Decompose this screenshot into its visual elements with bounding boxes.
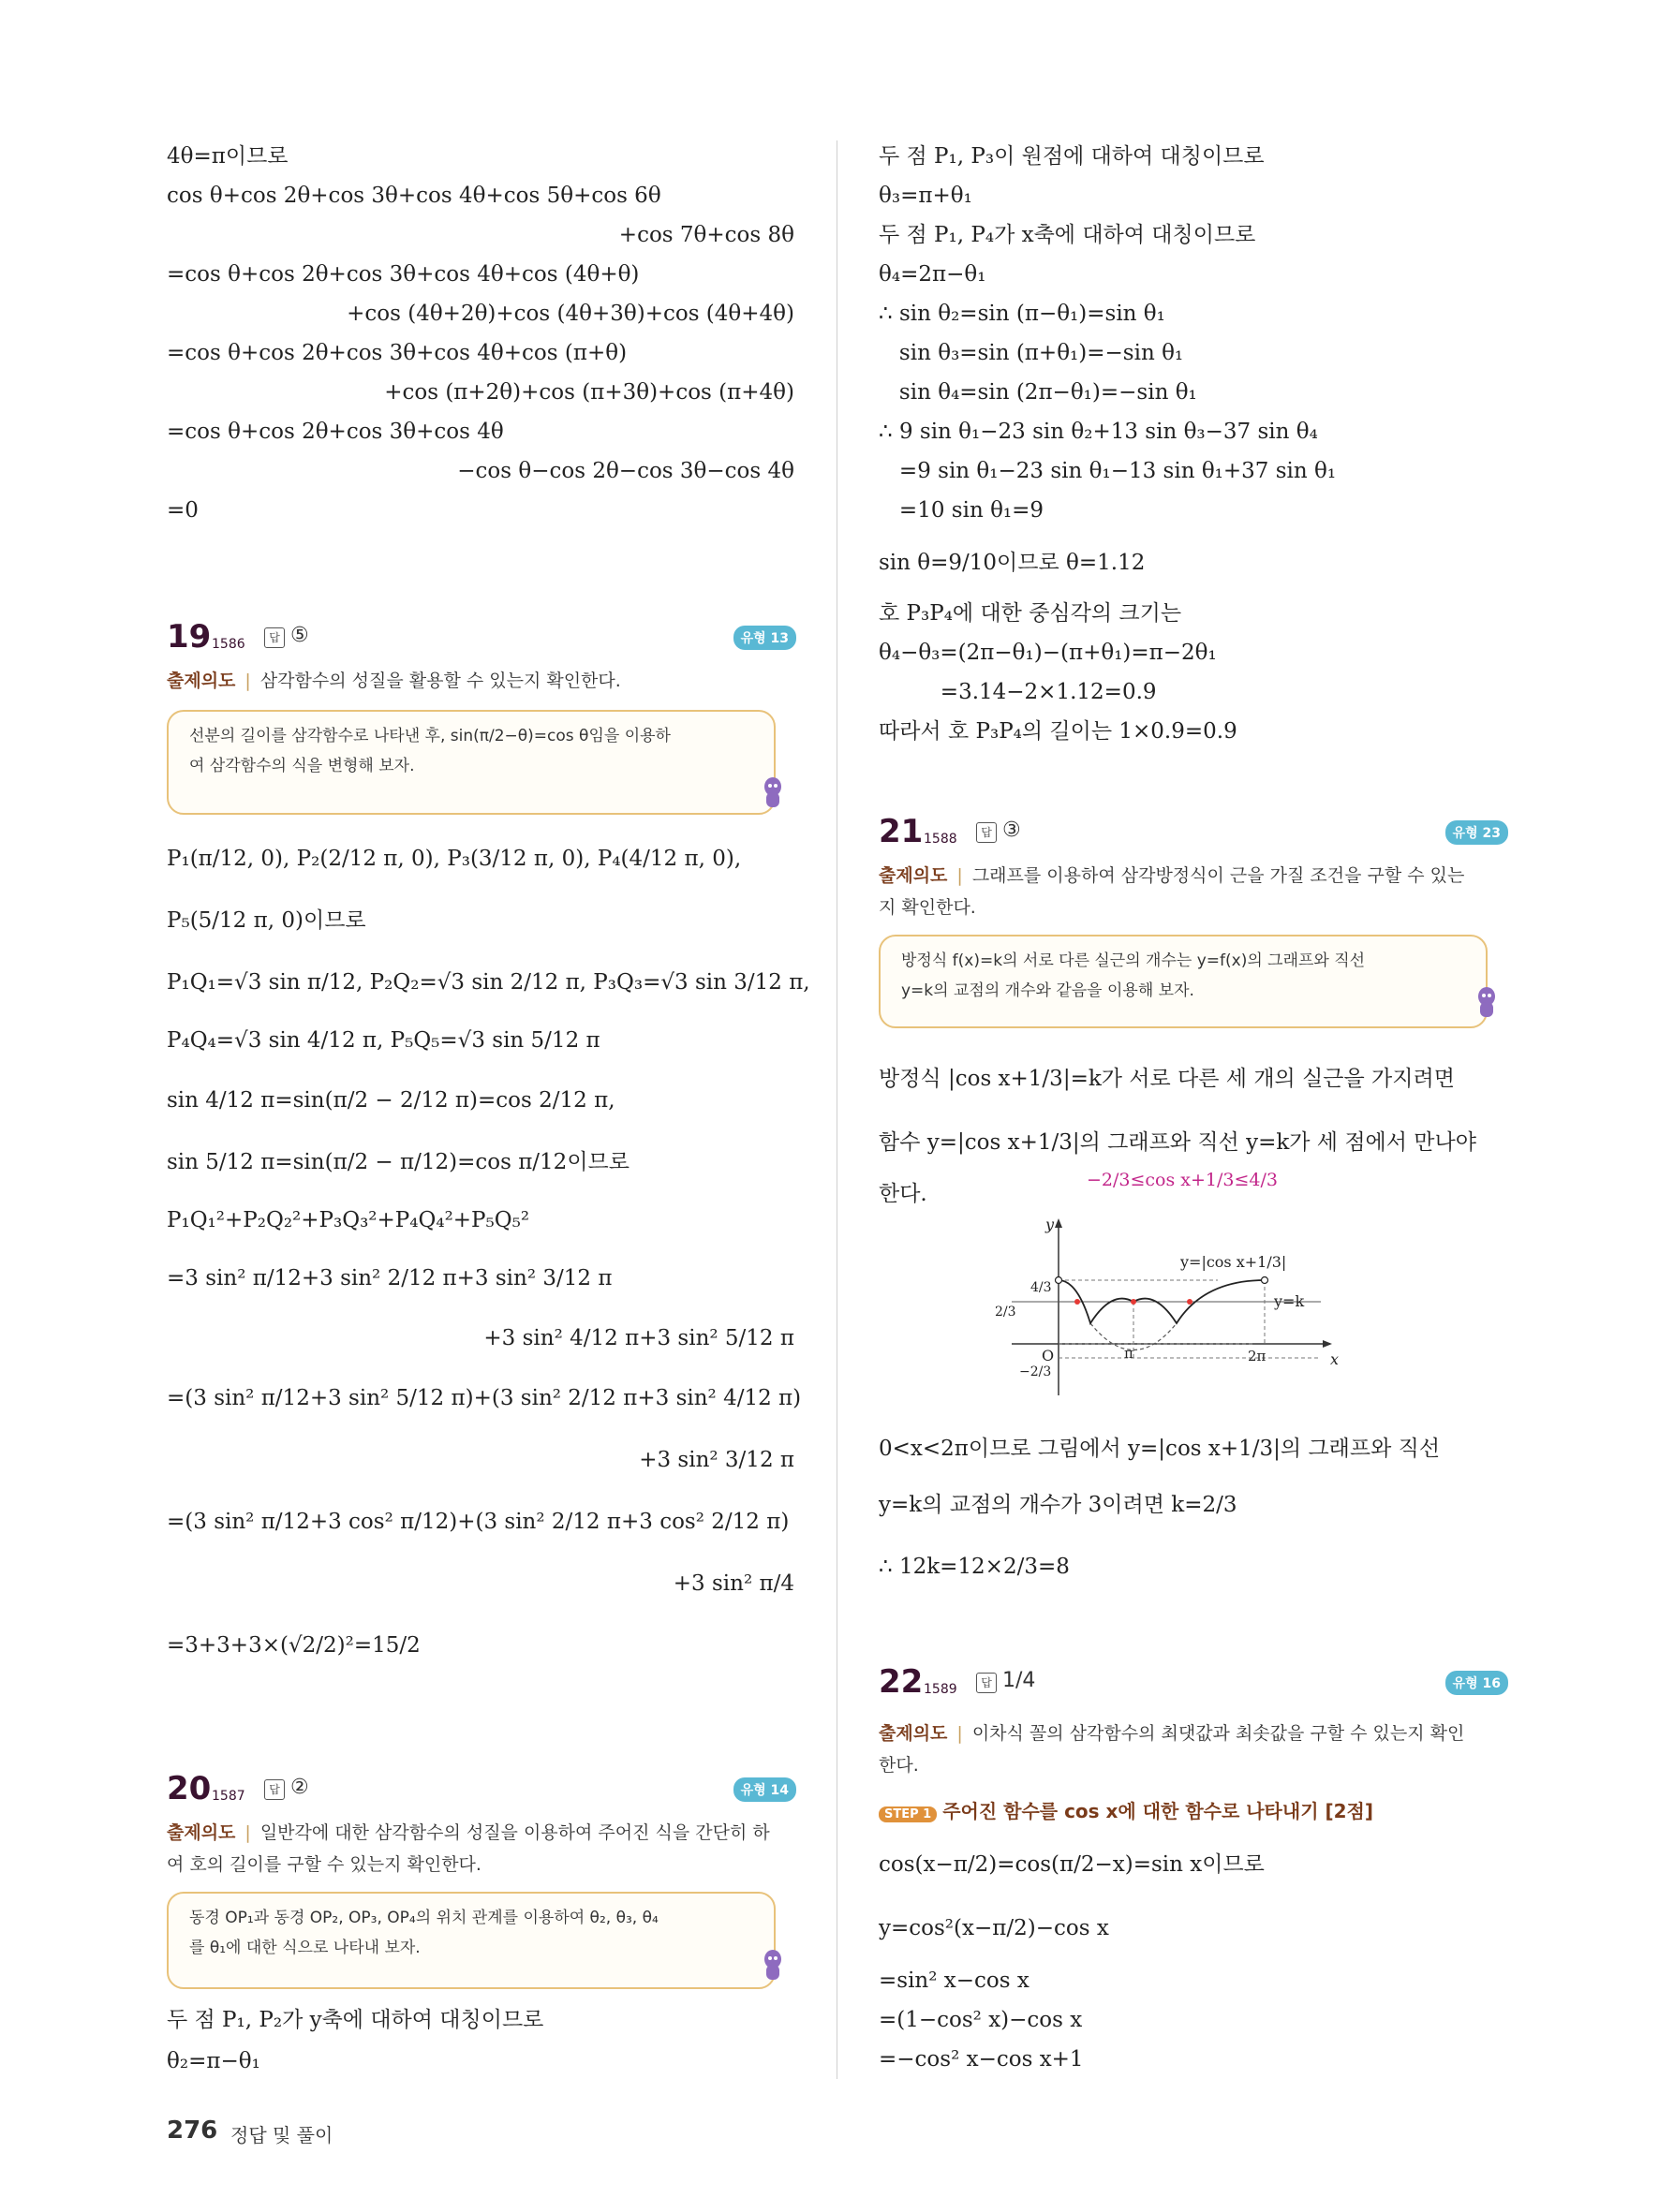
- answer-icon: 답: [264, 627, 285, 648]
- solution-line: sin θ₄=sin (2π−θ₁)=−sin θ₁: [879, 380, 1197, 405]
- problem-20-header: [167, 1770, 796, 1811]
- problem-19-header: [167, 618, 796, 659]
- solution-line: =cos θ+cos 2θ+cos 3θ+cos 4θ+cos (4θ+θ): [167, 262, 640, 287]
- intent-label: 출제의도: [879, 1723, 948, 1744]
- problem-21-header: [879, 813, 1508, 854]
- curve-label: y=|cos x+1/3|: [1180, 1253, 1287, 1271]
- solution-line: =(1−cos² x)−cos x: [879, 2008, 1083, 2032]
- solution-line: P₁Q₁²+P₂Q₂²+P₃Q₃²+P₄Q₄²+P₅Q₅²: [167, 1208, 530, 1232]
- mascot-icon: [761, 775, 785, 813]
- x-axis-arrow-icon: [1323, 1340, 1332, 1348]
- hint-line: 동경 OP₁과 동경 OP₂, OP₃, OP₄의 위치 관계를 이용하여 θ₂, θ₃, θ₄: [189, 1909, 659, 1927]
- solution-line: +cos (π+2θ)+cos (π+3θ)+cos (π+4θ): [384, 380, 794, 405]
- origin-label: O: [1042, 1347, 1055, 1364]
- problem-number: 22: [879, 1663, 924, 1701]
- solution-line: =0: [167, 498, 199, 523]
- problem-20-hint: [167, 1892, 776, 1989]
- solution-line: =(3 sin² π/12+3 cos² π/12)+(3 sin² 2/12 π+3 cos² 2/12 π): [167, 1510, 790, 1534]
- tick-2-3: 2/3: [995, 1305, 1016, 1320]
- step-title: 주어진 함수를 cos x에 대한 함수로 나타내기 [2점]: [942, 1800, 1373, 1822]
- solution-line: θ₂=π−θ₁: [167, 2049, 260, 2073]
- solution-line: y=k의 교점의 개수가 3이려면 k=2/3: [879, 1493, 1237, 1517]
- solution-line: θ₄=2π−θ₁: [879, 262, 986, 287]
- problem-21-intent: 출제의도 | 그래프를 이용하여 삼각방정식이 근을 가질 조건을 구할 수 있는 지 확인한다.: [879, 860, 1508, 923]
- solution-line: =3+3+3×(√2/2)²=15/2: [167, 1633, 421, 1658]
- hint-line: 여 삼각함수의 식을 변형해 보자.: [189, 757, 415, 775]
- y-axis-arrow-icon: [1055, 1218, 1062, 1228]
- solution-line: =sin² x−cos x: [879, 1969, 1029, 1993]
- intent-text: 그래프를 이용하여 삼각방정식이 근을 가질 조건을 구할 수 있는: [971, 865, 1465, 886]
- problem-20-intent: 출제의도 | 일반각에 대한 삼각함수의 성질을 이용하여 주어진 식을 간단히 하 여 호의 길이를 구할 수 있는지 확인한다.: [167, 1817, 796, 1880]
- solution-line: θ₃=π+θ₁: [879, 184, 972, 208]
- solution-line: =3.14−2×1.12=0.9: [879, 680, 1157, 704]
- solution-line: 한다.: [879, 1182, 927, 1206]
- range-note: −2/3≤cos x+1/3≤4/3: [1087, 1170, 1278, 1190]
- solution-line: 0<x<2π이므로 그림에서 y=|cos x+1/3|의 그래프와 직선: [879, 1437, 1441, 1461]
- problem-22-intent: 출제의도 | 이차식 꼴의 삼각함수의 최댓값과 최솟값을 구할 수 있는지 확인 한다.: [879, 1718, 1508, 1781]
- open-point: [1056, 1277, 1062, 1284]
- step-badge: STEP 1: [879, 1806, 937, 1822]
- solution-line: ∴ 12k=12×2/3=8: [879, 1555, 1070, 1579]
- answer-icon: 답: [976, 1673, 997, 1693]
- intersection-point: [1074, 1299, 1080, 1305]
- page-number: 276: [167, 2116, 218, 2145]
- answer-value: ⑤: [290, 624, 309, 647]
- tick-4-3: 4/3: [1030, 1280, 1052, 1295]
- answer-icon: 답: [976, 822, 997, 843]
- solution-line: θ₄−θ₃=(2π−θ₁)−(π+θ₁)=π−2θ₁: [879, 641, 1217, 665]
- problem-number: 20: [167, 1770, 212, 1807]
- intersection-point: [1187, 1299, 1192, 1305]
- step-1: [879, 1796, 1373, 1823]
- solution-line: P₁(π/12, 0), P₂(2/12 π, 0), P₃(3/12 π, 0), P₄(4/12 π, 0),: [167, 847, 742, 871]
- solution-line: +cos (4θ+2θ)+cos (4θ+3θ)+cos (4θ+4θ): [347, 302, 794, 326]
- intent-text-cont: 지 확인한다.: [879, 897, 976, 918]
- solution-line: 호 P₃P₄에 대한 중심각의 크기는: [879, 601, 1182, 626]
- solution-line: sin 4/12 π=sin(π/2 − 2/12 π)=cos 2/12 π,: [167, 1088, 615, 1113]
- solution-line: 함수 y=|cos x+1/3|의 그래프와 직선 y=k가 세 점에서 만나야: [879, 1130, 1476, 1155]
- answer-value: ③: [1002, 818, 1021, 842]
- solution-line: =9 sin θ₁−23 sin θ₁−13 sin θ₁+37 sin θ₁: [879, 459, 1337, 483]
- solution-line: 두 점 P₁, P₄가 x축에 대하여 대칭이므로: [879, 223, 1256, 247]
- hint-line: 선분의 길이를 삼각함수로 나타낸 후, sin(π/2−θ)=cos θ임을 이용하: [189, 727, 671, 745]
- answer-value: 1/4: [1002, 1669, 1036, 1692]
- solution-line: +3 sin² π/4: [673, 1571, 794, 1596]
- problem-code: 1586: [212, 637, 245, 652]
- solution-line: P₁Q₁=√3 sin π/12, P₂Q₂=√3 sin 2/12 π, P₃Q₃=√3 sin 3/12 π,: [167, 970, 810, 995]
- solution-line: cos θ+cos 2θ+cos 3θ+cos 4θ+cos 5θ+cos 6θ: [167, 184, 661, 208]
- answer-icon: 답: [264, 1779, 285, 1800]
- problem-21-hint: [879, 935, 1488, 1028]
- intent-label: 출제의도: [167, 1822, 236, 1843]
- solution-line: =3 sin² π/12+3 sin² 2/12 π+3 sin² 3/12 π: [167, 1266, 613, 1290]
- type-badge: 유형 23: [1445, 820, 1508, 845]
- line-label: y=k: [1274, 1292, 1305, 1310]
- hint-line: 를 θ₁에 대한 식으로 나타내 보자.: [189, 1939, 421, 1957]
- intersection-point: [1131, 1299, 1136, 1305]
- open-point: [1262, 1277, 1268, 1284]
- y-axis-label: y: [1045, 1216, 1055, 1233]
- solution-line: +3 sin² 4/12 π+3 sin² 5/12 π: [483, 1326, 794, 1350]
- problem-code: 1587: [212, 1789, 245, 1804]
- solution-line: P₄Q₄=√3 sin 4/12 π, P₅Q₅=√3 sin 5/12 π: [167, 1028, 600, 1053]
- intent-text: 일반각에 대한 삼각함수의 성질을 이용하여 주어진 식을 간단히 하: [259, 1822, 770, 1843]
- tick-2pi: 2π: [1248, 1348, 1266, 1364]
- intent-label: 출제의도: [167, 671, 236, 691]
- intent-text-cont: 여 호의 길이를 구할 수 있는지 확인한다.: [167, 1854, 481, 1875]
- solution-line: =10 sin θ₁=9: [879, 498, 1044, 523]
- solution-line: =(3 sin² π/12+3 sin² 5/12 π)+(3 sin² 2/12 π+3 sin² 4/12 π): [167, 1386, 802, 1410]
- solution-line: y=cos²(x−π/2)−cos x: [879, 1916, 1109, 1940]
- problem-code: 1589: [924, 1682, 957, 1697]
- solution-line: P₅(5/12 π, 0)이므로: [167, 908, 366, 933]
- problem-19-intent: 출제의도 | 삼각함수의 성질을 활용할 수 있는지 확인한다.: [167, 671, 621, 691]
- solution-line: cos(x−π/2)=cos(π/2−x)=sin x이므로: [879, 1852, 1265, 1877]
- solution-line: sin θ₃=sin (π+θ₁)=−sin θ₁: [879, 341, 1184, 365]
- solution-line: 4θ=π이므로: [167, 144, 289, 169]
- solution-line: sin θ=9/10이므로 θ=1.12: [879, 551, 1146, 575]
- tick-minus-2-3: −2/3: [1019, 1364, 1052, 1379]
- x-axis-label: x: [1330, 1350, 1340, 1368]
- problem-number: 21: [879, 813, 924, 850]
- solution-line: sin 5/12 π=sin(π/2 − π/12)=cos π/12이므로: [167, 1150, 630, 1174]
- solution-line: −cos θ−cos 2θ−cos 3θ−cos 4θ: [457, 459, 794, 483]
- solution-line: 두 점 P₁, P₂가 y축에 대하여 대칭이므로: [167, 2008, 544, 2032]
- intent-label: 출제의도: [879, 865, 948, 886]
- answer-value: ②: [290, 1776, 309, 1799]
- mascot-icon: [1474, 985, 1499, 1023]
- type-badge: 유형 14: [733, 1777, 796, 1802]
- mascot-icon: [761, 1948, 785, 1985]
- solution-line: 따라서 호 P₃P₄의 길이는 1×0.9=0.9: [879, 719, 1237, 744]
- solution-line: 두 점 P₁, P₃이 원점에 대하여 대칭이므로: [879, 144, 1265, 169]
- page-footer-text: 정답 및 풀이: [230, 2124, 333, 2146]
- problem-19-hint: [167, 710, 776, 815]
- intent-text-cont: 한다.: [879, 1755, 919, 1776]
- solution-line: 방정식 |cos x+1/3|=k가 서로 다른 세 개의 실근을 가지려면: [879, 1067, 1455, 1091]
- intent-text: 삼각함수의 성질을 활용할 수 있는지 확인한다.: [259, 671, 621, 691]
- tick-pi: π: [1124, 1345, 1133, 1362]
- hint-line: 방정식 f(x)=k의 서로 다른 실근의 개수는 y=f(x)의 그래프와 직선: [901, 951, 1366, 970]
- problem-22-header: [879, 1663, 1508, 1704]
- problem-number: 19: [167, 618, 212, 656]
- solution-line: =−cos² x−cos x+1: [879, 2047, 1084, 2072]
- intent-text: 이차식 꼴의 삼각함수의 최댓값과 최솟값을 구할 수 있는지 확인: [971, 1723, 1465, 1744]
- solution-line: +3 sin² 3/12 π: [639, 1448, 794, 1472]
- type-badge: 유형 16: [1445, 1671, 1508, 1695]
- hint-line: y=k의 교점의 개수와 같음을 이용해 보자.: [901, 981, 1194, 1000]
- type-badge: 유형 13: [733, 626, 796, 650]
- solution-line: ∴ sin θ₂=sin (π−θ₁)=sin θ₁: [879, 302, 1165, 326]
- graph-figure: [993, 1213, 1349, 1400]
- solution-line: ∴ 9 sin θ₁−23 sin θ₂+13 sin θ₃−37 sin θ₄: [879, 420, 1318, 444]
- problem-code: 1588: [924, 832, 957, 847]
- solution-line: =cos θ+cos 2θ+cos 3θ+cos 4θ: [167, 420, 504, 444]
- solution-line: +cos 7θ+cos 8θ: [618, 223, 794, 247]
- solution-line: =cos θ+cos 2θ+cos 3θ+cos 4θ+cos (π+θ): [167, 341, 628, 365]
